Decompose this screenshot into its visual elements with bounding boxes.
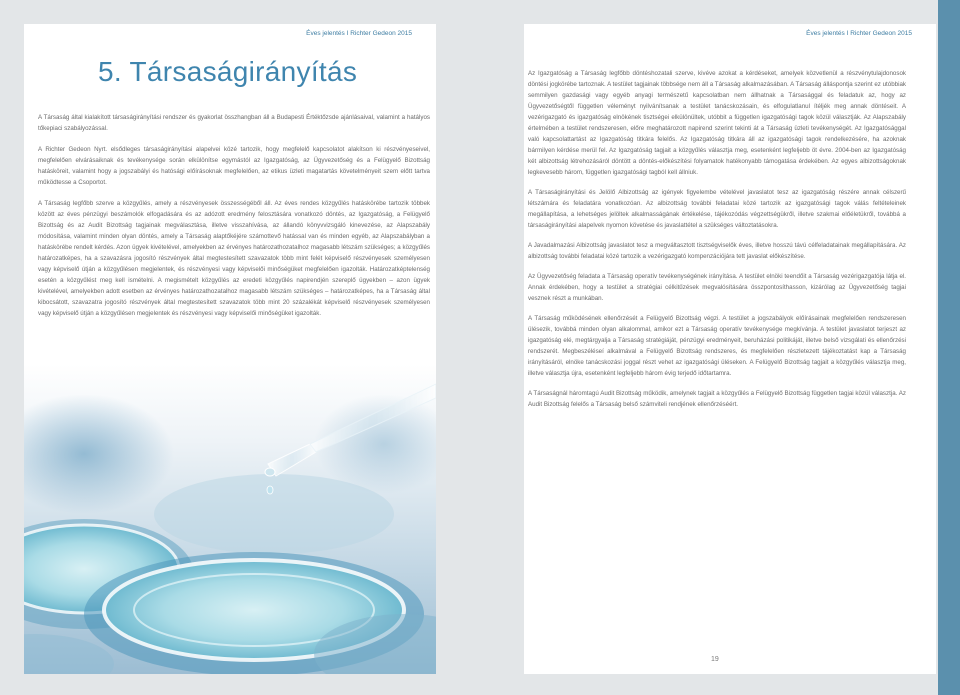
general-meeting-paragraph: A Társaság legfőbb szerve a közgyűlés, amely a részvényesek összességéből áll. Az éves rendes közgyűlés hatáskörébe tartozik többek között az éves pénzügyi beszámolók elfogadására és az adózott eredmény felosztására vonatkozó döntés, az Igazgatóság, a Felügyelő Bizottság és az Audit Bizottság tagjainak megválasztása, illetve visszahívása, az állandó könyvvizsgáló kinevezése, az Alapszabály módosítása, valamint minden olyan döntés, amely a Társaság alaptőkéjére számottevő hatással van és minden egyéb, az Alapszabályban a hatáskörébe rendelt kérdés. Azon ügyek kivételével, amelyekben az érvényes határozathozatalhoz magasabb létszám szükséges; a közgyűlés határozatképes, ha a szavazásra jogosító részvények által megtestesített szavazatok több mint felét képviselő részvényesek személyesen vagy képviselő útján a közgyűlésen megjelentek, és részvényesi vagy képviselői minőségüket megfelelően igazolták. Határozatképtelenség esetén a közgyűlést meg kell ismételni. A megismételt közgyűlés az eredeti közgyűlés napirendjén szereplő ügyekben – azon ügyek kivételével, amelyekben adott esetben az érvényes határozathozatalhoz magasabb létszám szükséges – határozatképes, ha a Társaság által kibocsátott, szavazatra jogosító részvények által megtestesített szavazatok több mint 20 százalékát képviselő részvényesek személyesen vagy képviselő útján a közgyűlésen megjelentek és részvényesi vagy képviselői minőségüket igazolták. bbox=[38, 200, 430, 317]
side-color-strip bbox=[938, 0, 960, 695]
right-page bbox=[524, 24, 936, 674]
executive-board-paragraph: Az Ügyvezetőség feladata a Társaság operatív tevékenységének irányítása. A testület elnöki teendőit a Társaság vezérigazgatója látja el. Annak érdekében, hogy a testület a stratégiai célkitűzések megvalósítására összpontosíthasson, kizárólag az Ügyvezetőség tagjai vesznek részt a munkában. bbox=[528, 273, 906, 302]
page-number: 19 bbox=[711, 656, 719, 663]
board-paragraph: Az Igazgatóság a Társaság legfőbb döntéshozatali szerve, kivéve azokat a kérdéseket, amelyek közvetlenül a részvénytulajdonosok döntési jogkörébe tartoznak. A testület tagjainak többsége nem áll a Társaság alkalmazásában. A Társaság álláspontja szerint ez utóbbiak semmilyen gazdasági vagy egyéb anyagi természetű kapcsolatban nem állhatnak a Társasággal és feladatuk az, hogy az Ügyvezetőségtől független véleményt nyilvánítsanak a testület tanácskozásain, és elfogulatlanul ítéljék meg annak döntéseit. A vezérigazgató és igazgatóság elnökének tisztségei elkülönültek, utóbbit a független igazgatósági tagok közül választják. Az Alapszabály értelmében a testület rendszeresen, előre meghatározott napirend szerint tekinti át a Társaság üzleti tevékenységét. Az Igazgatósággal való kapcsolattartást az Igazgatóság titkára felelős. Az Igazgatóság titkára áll az igazgatósági tagok rendelkezésére, ha azoknak bármilyen kérdése merül fel. Az Igazgatóság tagjait a közgyűlés választja meg, esetenként legfeljebb öt évre. 2004-ben az Igazgatóság két albizottság létrehozásáról döntött a döntés-előkészítési folyamatok hatékonyabb támogatása érdekében. Az egyes albizottságoknak legkevesebb három, független igazgatósági tagból kell állniuk. bbox=[528, 70, 906, 176]
left-text-column bbox=[38, 112, 430, 329]
remuneration-committee-paragraph: A Javadalmazási Albizottság javaslatot tesz a megváltasztott tisztségviselők éves, illetve hosszú távú célfeladatainak megállapítására. Az albizottság további feladatai közé tartozik a vezérigazgató kompenzációjára tett javaslat előkészítése. bbox=[528, 242, 906, 260]
running-head-right: Éves jelentés I Richter Gedeon 2015 bbox=[806, 30, 912, 37]
supervisory-board-paragraph: A Társaság működésének ellenőrzését a Felügyelő Bizottság végzi. A testület a jogszabályok előírásainak megfelelően rendszeresen ülésezik, továbbá minden olyan alkalommal, amikor ezt a Társaság operatív tevékenysége megkívánja. A testület javaslatot terjeszt az igazgatóság elé, megtárgyalja a Társaság stratégiáját, pénzügyi eredményeit, beruházási politikáját, illetve belső vizsgálati és ellenőrzési rendszerét. Megbeszéléseí alkalmával a Felügyelő Bizottság rendszeres, és megfelelően részletezett tájékoztatást kap a Társaság irányításáról, elnöke tanácskozási joggal részt vehet az igazgatósági üléseken. A Felügyelő Bizottság tagjait a közgyűlés választja meg, illetve választja újra, esetenként legfeljebb három évig terjedő időtartamra. bbox=[528, 315, 906, 377]
right-text-column bbox=[528, 68, 906, 419]
left-page bbox=[24, 24, 436, 674]
laboratory-glassware-photo bbox=[24, 364, 436, 674]
running-head-left: Éves jelentés I Richter Gedeon 2015 bbox=[306, 30, 412, 37]
principles-paragraph: A Richter Gedeon Nyrt. elsődleges társaságirányítási alapelvei közé tartozik, hogy megfelelő kapcsolatot alakítson ki részvényeseivel, megfelelően elvárásaiknak és tevékenysége során elkülönítse egymástól az Igazgatóság, az Ügyvezetőség és a Felügyelő Bizottság hatásköreit, valamint hogy a jogszabályi és hatósági előírásoknak megfelelően, az etikus üzleti magatartás követelményeit szem előtt tartva működtesse a Csoportot. bbox=[38, 146, 430, 186]
chapter-title: 5. Társaságirányítás bbox=[98, 56, 358, 87]
audit-committee-paragraph: A Társaságnál háromtagú Audit Bizottság működik, amelynek tagjait a közgyűlés a Felügyelő Bizottság független tagjai közül választja. Az Audit Bizottság felelős a Társaság belső számviteli rendjének ellenőrzéséért. bbox=[528, 390, 906, 408]
intro-paragraph: A Társaság által kialakított társaságirányítási rendszer és gyakorlat összhangban áll a Budapesti Értéktőzsde ajánlásaival, valamint a hatályos tőkepiaci szabályozással. bbox=[38, 114, 430, 132]
nomination-committee-paragraph: A Társaságirányítási és Jelölő Albizottság az igények figyelembe vételével javaslatot tesz az igazgatóság részére annak célszerű létszámára és feladatára vonatkozóan. Az albizottság további feladatai közé tartozik az igazgatósági tagok válás feltételeinek megállapítása, a lehetséges jelöltek alkalmasságának értékelése, tájékozódás végzettségükről, illetve szakmai előéletükről, továbbá a társaságirányítási alapelvek nyomon követése és javaslattétel a szükséges változtatásokra. bbox=[528, 189, 906, 229]
